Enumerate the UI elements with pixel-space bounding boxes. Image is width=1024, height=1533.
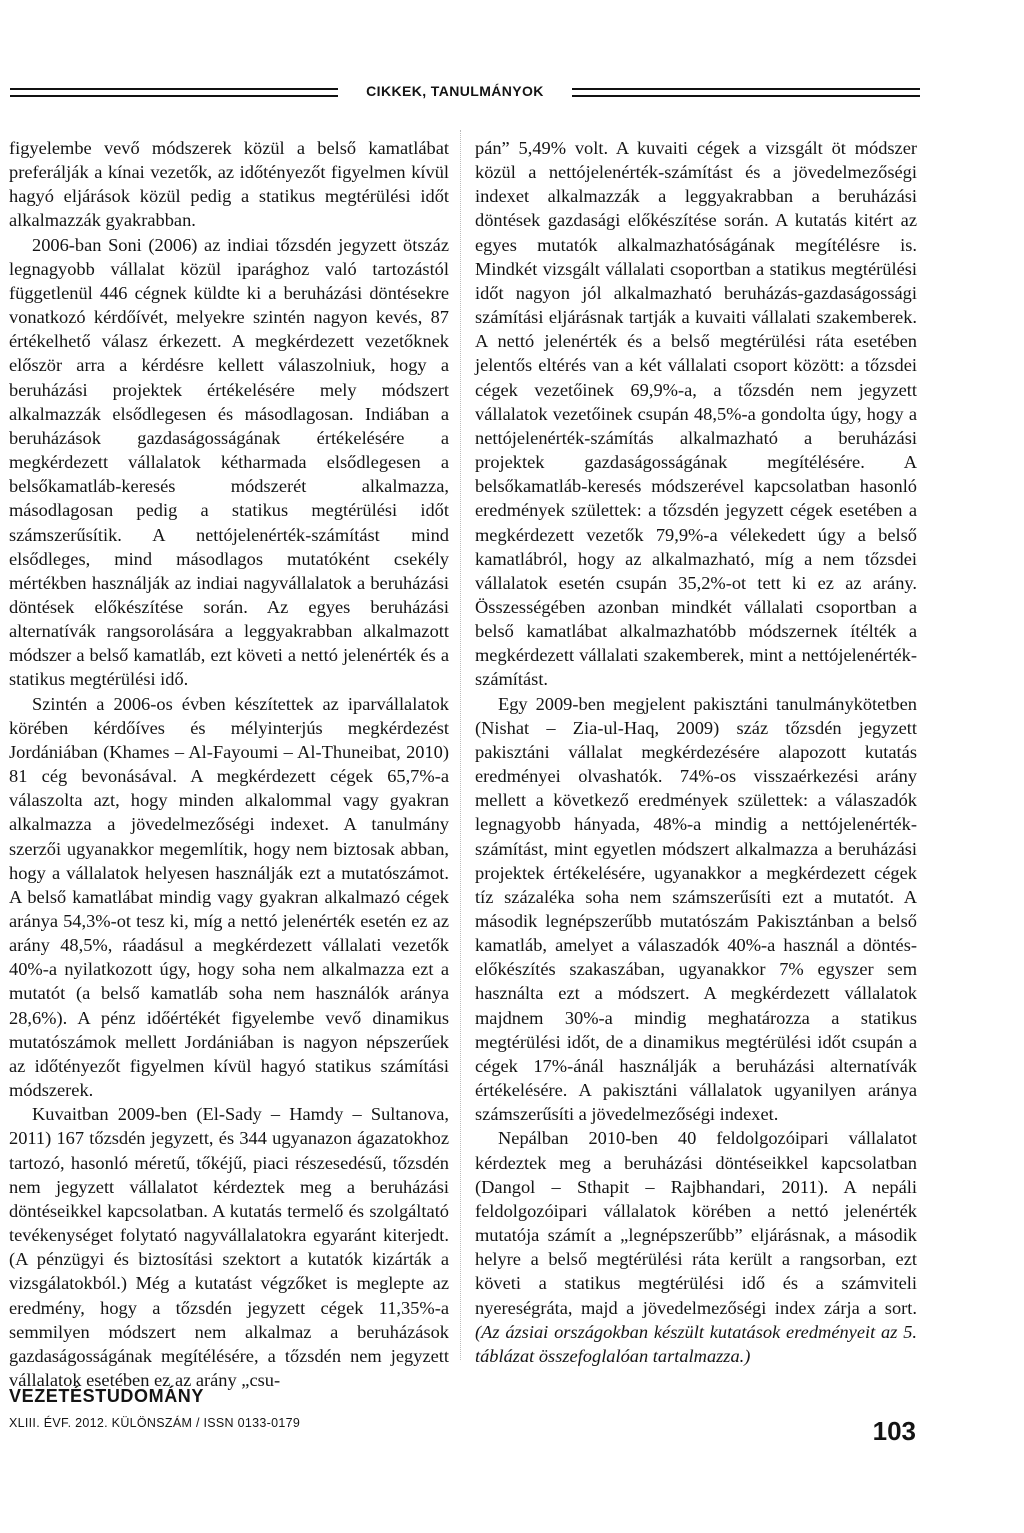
paragraph: Szintén a 2006-os évben készítettek az iparvállalatok körében kérdőíves és mélyinterjús megkérdezést Jordániában (Khames – Al-Fayoumi – Al-Thuneibat, 2010) 81 cég bevonásával. A megkérdezett cégek 65,7%-a válaszolta azt, hogy minden alkalommal vagy gyakran alkalmazza a jövedelmezőségi indexet. A tanulmány szerzői ugyanakkor megemlítik, hogy nem biztosak abban, hogy a vállalatok helyesen használják ezt a mutatószámot. A belső kamatlábat mindig vagy gyakran alkalmazó cégek aránya 54,3%-ot tesz ki, míg a nettó jelenérték esetén ez az arány 48,5%, ráadásul a megkérdezett vállalati vezetők 40%-a nyilatkozott úgy, hogy soha nem alkalmazza ezt a mutatót (a belső kamatláb soha nem használók aránya 28,6%). A pénz időértékét figyelembe vevő dinamikus mutatószámok mellett Jordániában is nagyon népszerűek az időtényezőt figyelmen kívül hagyó statikus számítási módszerek. [9,693,449,1101]
page-number: 103 [872,1416,916,1446]
section-title: CIKKEK, TANULMÁNYOK [366,83,544,99]
column-divider [460,130,461,1360]
table-reference-note: (Az ázsiai országokban készült kutatások eredményeit az 5. táblázat összefoglalóan tartalmazza.) [475,1321,917,1366]
paragraph: pán” 5,49% volt. A kuvaiti cégek a vizsgált öt módszer közül a nettójelenérték-számítást és a jövedelmezőségi indexet alkalmazzák a leggyakrabban a beruházási döntések gazdasági előkészítése során. A kutatás kitért az egyes mutatók alkalmazhatóságának megítélésre is. Mindkét vizsgált vállalati csoportban a statikus megtérülési időt nagyon jól alkalmazható beruházás-gazdaságossági számítási eljárásnak tartják a kuvaiti vállalati szakemberek. A nettó jelenérték és a belső megtérülési ráta esetében jelentős eltérés van a két vállalati csoport között: a tőzsdei cégek vezetőinek 69,9%-a, a tőzsdén nem jegyzett vállalatok vezetőinek csupán 48,5%-a gondolta úgy, hogy a nettójelenérték-számítás alkalmazható a beruházási projektek gazdaságosságának megítélésére. A belsőkamatláb-keresés módszerével kapcsolatban hasonló eredmények születtek: a tőzsdén jegyzett cégek esetében a megkérdezett vezetők 79,9%-a vélekedett úgy a belső kamatlábról, hogy az alkalmazható, míg a nem tőzsdei vállalatok esetén csupán 35,2%-ot tett ki ez az arány. Összességében azonban mindkét vállalati csoportban a belső kamatlábat alkalmazhatóbb módszernek ítélték a megkérdezett vállalati szakemberek, mint a nettójelenérték-számítást. [475,138,917,690]
header-rule-left [10,88,338,97]
paragraph: 2006-ban Soni (2006) az indiai tőzsdén jegyzett ötszáz legnagyobb vállalat közül iparághoz való tartozástól függetlenül 446 cégnek küldte ki a beruházási döntésekre vonatkozó kérdőívét, melyekre szintén nagyon kevés, 87 értékelhető válasz érkezett. A megkérdezett vezetőknek először arra a kérdésre kellett válaszolniuk, hogy a beruházási projektek értékelésére mely módszert alkalmazzák elsődlegesen és másodlagosan. Indiában a beruházások gazdaságosságának értékelésére a megkérdezett vállalatok kétharmada elsődlegesen a belsőkamatláb-keresés módszerét alkalmazza, másodlagosan pedig a statikus megtérülési időt számszerűsítik. A nettójelenérték-számítást mind elsődleges, mind másodlagos mutatóként csekély mértékben használják az indiai nagyvállalatok a beruházási döntések előkészítése során. Az egyes beruházási alternatívák rangsorolására a leggyakrabban alkalmazott módszer a belső kamatláb, ezt követi a nettó jelenérték és a statikus megtérülési idő. [9,234,449,690]
paragraph: Egy 2009-ben megjelent pakisztáni tanulmánykötetben (Nishat – Zia-ul-Haq, 2009) száz tőzsdén jegyzett pakisztáni vállalat megkérdezésére alapozott kutatás eredményei olvashatók. 74%-os visszaérkezési arány mellett a következő eredmények születtek: a válaszadók legnagyobb hányada, 48%-a mindig a nettójelenérték-számítást, mint egyetlen módszert alkalmazza a beruházási projektek értékelésére, ugyanakkor a megkérdezett cégek tíz százaléka soha nem számszerűsíti ezt a mutatót. A második legnépszerűbb mutatószám Pakisztánban a belső kamatláb, amelyet a válaszadók 40%-a használ a döntés-előkészítés szakaszában, ugyanakkor 7% egyszer sem használta ezt a módszert. A megkérdezett vállalatok majdnem 30%-a mindig meghatározza a statikus megtérülési időt, de a dinamikus megtérülési időt csupán a cégek 17%-ánál használják a beruházási alternatívák értékelésére. A pakisztáni vállalatok ugyanilyen aránya számszerűsíti a jövedelmezőségi indexet. [475,693,917,1125]
paragraph: Kuvaitban 2009-ben (El-Sady – Hamdy – Sultanova, 2011) 167 tőzsdén jegyzett, és 344 ugyanazon ágazatokhoz tartozó, hasonló méretű, tőkéjű, piaci részesedésű, tőzsdén nem jegyzett vállalatot kérdeztek meg a beruházási döntéseikkel kapcsolatban. A kutatás termelő és szolgáltató tevékenységet folytató nagyvállalatokra egyaránt kiterjedt. (A pénzügyi és biztosítási szektort a kutatók kizárták a vizsgálatokból.) Még a kutatást végzőket is meglepte az eredmény, hogy a tőzsdén jegyzett cégek 11,35%-a semmilyen módszert nem alkalmaz a beruházások gazdaságosságának megítélésére, a tőzsdén nem jegyzett vállalatok esetében ez az arány „csu- [9,1104,449,1390]
paragraph: figyelembe vevő módszerek közül a belső kamatlábat preferálják a kínai vezetők, az időtényezőt figyelmen kívül hagyó eljárások közül pedig a statikus megtérülési időt alkalmazzák gyakrabban. [9,138,449,231]
paragraph-text: Nepálban 2010-ben 40 feldolgozóipari vállalatot kérdeztek meg a beruházási döntéseikkel kapcsolatban (Dangol – Sthapit – Rajbhandari, 2011). A nepáli feldolgozóipari vállalatok körében a nettó jelenérték mutatója számít a „legnépszerűbb” eljárásnak, a második helyre a belső megtérülési ráta került a rangsorban, ezt követi a statikus megtérülési idő és a számviteli nyereségráta, majd a jövedelmezőségi index zárja a sort. [475,1128,917,1318]
running-header [10,82,920,102]
journal-name: VEZETÉSTUDOMÁNY [9,1386,205,1406]
left-column [9,136,449,1392]
header-rule-right [572,88,920,97]
issue-info: XLIII. ÉVF. 2012. KÜLÖNSZÁM / ISSN 0133-0179 [9,1416,301,1430]
right-column [475,136,917,1368]
paragraph [475,1126,917,1368]
